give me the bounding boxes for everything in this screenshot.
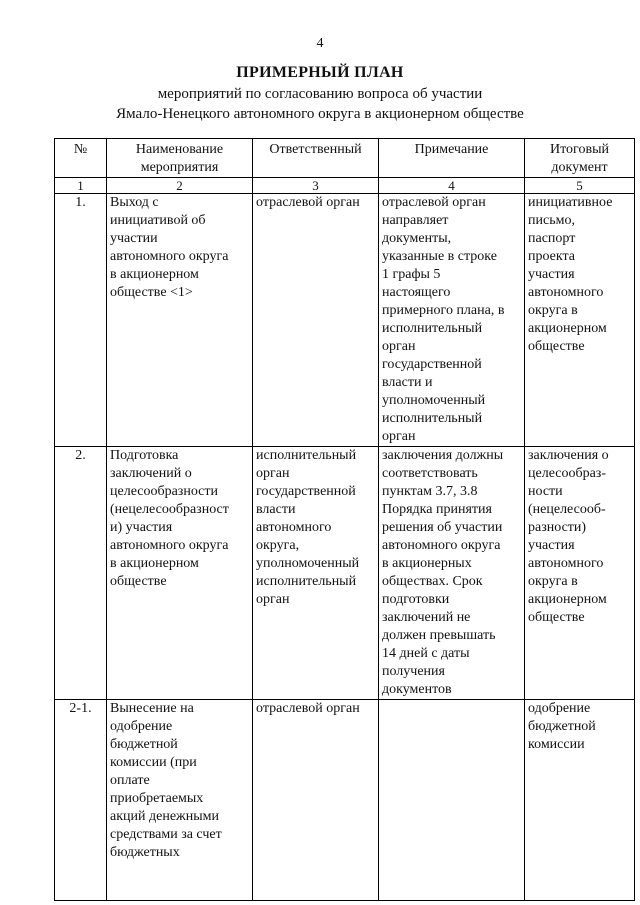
cell-text-line: инициативное	[528, 195, 613, 210]
cell-text-line: автономного	[528, 556, 604, 571]
plan-table	[54, 138, 635, 901]
cell-text-line: заключения о	[528, 448, 609, 463]
cell-text-line: государственной	[256, 484, 356, 499]
cell-text-line: уполномоченный	[256, 556, 360, 571]
cell-text-line: проекта	[528, 249, 575, 264]
cell-text-line: разности)	[528, 520, 587, 535]
cell-text-line: орган	[382, 429, 416, 444]
column-numbers-row	[55, 178, 635, 194]
cell-text-line: автономного округа	[382, 538, 501, 553]
cell-text-line: приобретаемых	[110, 791, 204, 806]
cell-text-line: подготовки	[382, 592, 450, 607]
header-responsible: Ответственный	[253, 139, 379, 178]
cell-text-line: участия	[528, 267, 575, 282]
responsible-cell	[253, 700, 379, 901]
document-title: ПРИМЕРНЫЙ ПЛАН	[236, 64, 404, 81]
cell-text-line: участии	[110, 231, 158, 246]
cell-text-line: документов	[382, 682, 452, 697]
column-number: 4	[379, 178, 525, 194]
cell-text-line: целесообразности	[110, 484, 219, 499]
cell-text-line: исполнительный	[256, 448, 357, 463]
event-name-cell	[107, 447, 253, 700]
cell-text-line: получения	[382, 664, 445, 679]
cell-text-line: орган	[382, 339, 416, 354]
cell-text-line: исполнительный	[256, 574, 357, 589]
cell-text-line: письмо,	[528, 213, 575, 228]
cell-text-line: целесообраз-	[528, 466, 606, 481]
cell-text-line: настоящего	[382, 285, 451, 300]
column-number: 1	[55, 178, 107, 194]
responsible-cell	[253, 194, 379, 447]
cell-text-line: 14 дней с даты	[382, 646, 470, 661]
cell-text-line: одобрение	[110, 719, 173, 734]
cell-text-line: обществе	[528, 339, 585, 354]
table-row	[55, 700, 635, 901]
cell-text-line: бюджетных	[110, 845, 180, 860]
cell-text-line: пунктам 3.7, 3.8	[382, 484, 478, 499]
cell-text-line: обществе <1>	[110, 285, 193, 300]
cell-text-line: обществах. Срок	[382, 574, 483, 589]
cell-text-line: должен превышать	[382, 628, 496, 643]
cell-text-line: решения об участии	[382, 520, 503, 535]
cell-text-line: в акционерном	[110, 556, 199, 571]
final-document-cell	[525, 700, 635, 901]
cell-text-line: государственной	[382, 357, 482, 372]
cell-text-line: в акционерных	[382, 556, 472, 571]
cell-text-line: в акционерном	[110, 267, 199, 282]
cell-text-line: 1 графы 5	[382, 267, 441, 282]
cell-text-line: указанные в строке	[382, 249, 497, 264]
cell-text-line: акционерном	[528, 592, 607, 607]
note-cell	[379, 194, 525, 447]
cell-text-line: исполнительный	[382, 411, 483, 426]
cell-text-line: акционерном	[528, 321, 607, 336]
cell-text-line: орган	[256, 466, 290, 481]
header-final-document: Итоговый документ	[525, 139, 635, 178]
cell-text-line: комиссии	[528, 737, 585, 752]
cell-text-line: Порядка принятия	[382, 502, 492, 517]
cell-text-line: бюджетной	[528, 719, 596, 734]
column-number: 2	[107, 178, 253, 194]
cell-text-line: Выход с	[110, 195, 159, 210]
row-number: 2.	[55, 447, 107, 700]
column-number: 5	[525, 178, 635, 194]
cell-text-line: акций денежными	[110, 809, 219, 824]
cell-text-line: одобрение	[528, 701, 591, 716]
cell-text-line: автономного	[528, 285, 604, 300]
page-number: 4	[316, 36, 324, 51]
cell-text-line: паспорт	[528, 231, 576, 246]
cell-text-line: комиссии (при	[110, 755, 197, 770]
cell-text-line: направляет	[382, 213, 449, 228]
cell-text-line: власти	[256, 502, 296, 517]
cell-text-line: средствами за счет	[110, 827, 222, 842]
final-document-cell	[525, 194, 635, 447]
cell-text-line: соответствовать	[382, 466, 478, 481]
cell-text-line: Подготовка	[110, 448, 179, 463]
cell-text-line: (нецелесооб-	[528, 502, 606, 517]
cell-text-line: отраслевой орган	[256, 195, 360, 210]
table-row	[55, 447, 635, 700]
row-number: 2-1.	[55, 700, 107, 901]
cell-text-line: автономного округа	[110, 538, 229, 553]
cell-text-line: бюджетной	[110, 737, 178, 752]
cell-text-line: автономного округа	[110, 249, 229, 264]
note-cell	[379, 447, 525, 700]
cell-text-line: оплате	[110, 773, 150, 788]
cell-text-line: уполномоченный	[382, 393, 486, 408]
cell-text-line: округа в	[528, 303, 578, 318]
header-number: №	[55, 139, 107, 178]
cell-text-line: обществе	[110, 574, 167, 589]
cell-text-line: обществе	[528, 610, 585, 625]
note-cell	[379, 700, 525, 901]
table-row	[55, 194, 635, 447]
responsible-cell	[253, 447, 379, 700]
cell-text-line: власти и	[382, 375, 433, 390]
column-number: 3	[253, 178, 379, 194]
cell-text-line: Вынесение на	[110, 701, 194, 716]
cell-text-line: заключений не	[382, 610, 471, 625]
cell-text-line: инициативой об	[110, 213, 206, 228]
cell-text-line: заключения должны	[382, 448, 504, 463]
cell-text-line: орган	[256, 592, 290, 607]
cell-text-line: документы,	[382, 231, 452, 246]
cell-text-line: исполнительный	[382, 321, 483, 336]
cell-text-line: примерного плана, в	[382, 303, 505, 318]
header-event-name: Наименование мероприятия	[107, 139, 253, 178]
cell-text-line: участия	[528, 538, 575, 553]
cell-text-line: и) участия	[110, 520, 173, 535]
cell-text-line: отраслевой орган	[382, 195, 486, 210]
event-name-cell	[107, 194, 253, 447]
document-subtitle-line2: Ямало-Ненецкого автономного округа в акционерном обществе	[116, 106, 524, 122]
cell-text-line: заключений о	[110, 466, 192, 481]
final-document-cell	[525, 447, 635, 700]
cell-text-line: автономного	[256, 520, 332, 535]
event-name-cell	[107, 700, 253, 901]
cell-text-line: отраслевой орган	[256, 701, 360, 716]
table-header-row	[55, 139, 635, 178]
row-number: 1.	[55, 194, 107, 447]
cell-text-line: округа,	[256, 538, 300, 553]
document-subtitle-line1: мероприятий по согласованию вопроса об участии	[157, 86, 483, 102]
cell-text-line: (нецелесообразност	[110, 502, 229, 517]
header-note: Примечание	[379, 139, 525, 178]
cell-text-line: ности	[528, 484, 563, 499]
cell-text-line: округа в	[528, 574, 578, 589]
